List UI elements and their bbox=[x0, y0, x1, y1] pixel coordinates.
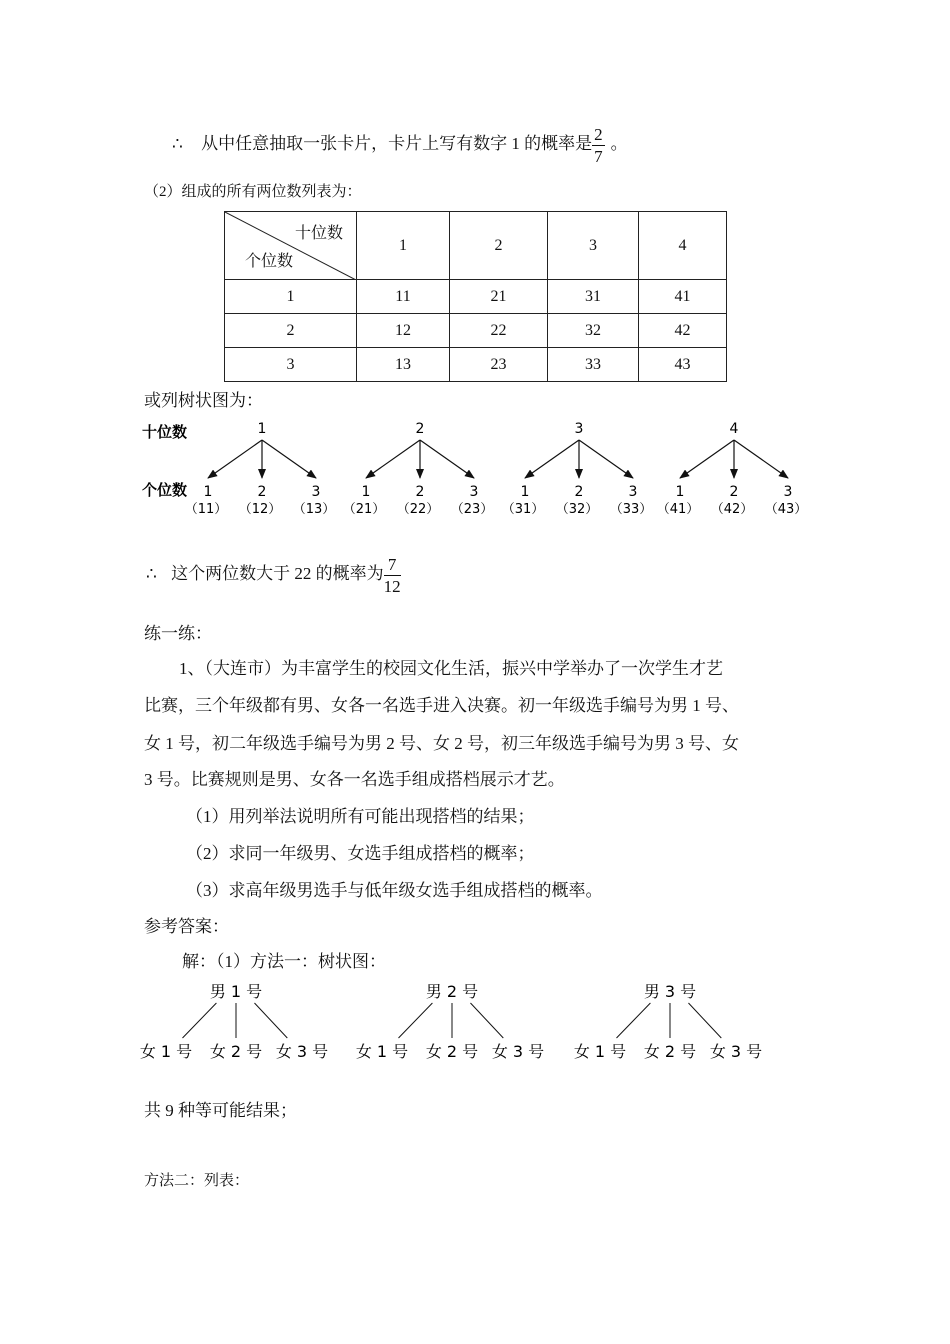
problem-line: 3 号。比赛规则是男、女各一名选手组成搭档展示才艺。 bbox=[144, 770, 565, 789]
table-cell: 12 bbox=[357, 314, 450, 348]
partner-leaf-label: 女 2 号 bbox=[425, 1042, 479, 1061]
tree-result-number: （31） bbox=[501, 502, 545, 517]
tree-leaf-digit: 2 bbox=[729, 484, 739, 500]
tree-intro: 或列树状图为： bbox=[144, 391, 263, 410]
tree-root-digit: 1 bbox=[257, 421, 267, 437]
line-probability-one bbox=[172, 126, 628, 165]
therefore-symbol: ∴ bbox=[172, 134, 183, 154]
table-cell: 23 bbox=[450, 348, 548, 382]
fraction-denominator: 7 bbox=[594, 147, 603, 166]
problem-line: 1、（大连市）为丰富学生的校园文化生活，振兴中学举办了一次学生才艺 bbox=[179, 659, 723, 678]
tree-branch-arrow bbox=[734, 440, 788, 478]
tree-result-number: （43） bbox=[764, 502, 808, 517]
tree-branch-arrow bbox=[208, 440, 262, 478]
fraction-denominator: 12 bbox=[383, 577, 401, 596]
line1-text: 从中任意抽取一张卡片，卡片上写有数字 1 的概率是 bbox=[201, 134, 593, 154]
tree-branch-arrow bbox=[680, 440, 734, 478]
header-units: 个位数 bbox=[245, 253, 294, 270]
tree-leaf-digit: 3 bbox=[469, 484, 479, 500]
tree-result-number: （11） bbox=[184, 502, 228, 517]
tree-result-number: （13） bbox=[292, 502, 336, 517]
header-tens: 十位数 bbox=[295, 225, 344, 242]
line-probability-greater-22 bbox=[146, 556, 401, 595]
partner-leaf-label: 女 1 号 bbox=[139, 1042, 193, 1061]
table-row bbox=[225, 314, 727, 348]
partner-branch-line bbox=[183, 1003, 217, 1038]
tree-result-number: （12） bbox=[238, 502, 282, 517]
partner-leaf-label: 女 2 号 bbox=[643, 1042, 697, 1061]
tree-result-number: （32） bbox=[555, 502, 599, 517]
tree-leaf-digit: 3 bbox=[783, 484, 793, 500]
row-label: 3 bbox=[225, 348, 357, 382]
table-cell: 41 bbox=[639, 280, 727, 314]
line1-period: 。 bbox=[610, 134, 628, 154]
prob-text: 这个两位数大于 22 的概率为 bbox=[171, 564, 384, 584]
column-header: 3 bbox=[548, 212, 639, 280]
total-results-line: 共 9 种等可能结果； bbox=[144, 1101, 297, 1120]
tree-leaf-digit: 1 bbox=[675, 484, 685, 500]
partner-branch-line bbox=[254, 1003, 287, 1038]
table-cell: 31 bbox=[548, 280, 639, 314]
table-cell: 13 bbox=[357, 348, 450, 382]
label-tens: 十位数 bbox=[142, 423, 188, 441]
table-row bbox=[225, 280, 727, 314]
problem-line: 女 1 号，初二年级选手编号为男 2 号、女 2 号，初三年级选手编号为男 3 号、女 bbox=[144, 734, 739, 753]
partner-root-label: 男 1 号 bbox=[209, 982, 263, 1001]
partner-branch-line bbox=[688, 1003, 721, 1038]
tree-root-digit: 3 bbox=[574, 421, 584, 437]
problem-line: 比赛，三个年级都有男、女各一名选手进入决赛。初一年级选手编号为男 1 号、 bbox=[144, 696, 739, 715]
tree-leaf-digit: 2 bbox=[415, 484, 425, 500]
tree-leaf-digit: 1 bbox=[361, 484, 371, 500]
tree-leaf-digit: 3 bbox=[628, 484, 638, 500]
table-cell: 33 bbox=[548, 348, 639, 382]
partner-leaf-label: 女 1 号 bbox=[355, 1042, 409, 1061]
tree-leaf-digit: 2 bbox=[574, 484, 584, 500]
table-header-row bbox=[225, 212, 727, 280]
tree-root-digit: 4 bbox=[729, 421, 739, 437]
tree-result-number: （22） bbox=[396, 502, 440, 517]
partner-branch-line bbox=[617, 1003, 651, 1038]
table-cell: 11 bbox=[357, 280, 450, 314]
column-header: 1 bbox=[357, 212, 450, 280]
part2-heading: （2）组成的所有两位数列表为： bbox=[144, 184, 362, 200]
tree-leaf-digit: 1 bbox=[203, 484, 213, 500]
answer-heading: 参考答案： bbox=[144, 917, 229, 936]
question-3: （3）求高年级男选手与低年级女选手组成搭档的概率。 bbox=[186, 881, 603, 900]
row-label: 1 bbox=[225, 280, 357, 314]
fraction-numerator: 7 bbox=[384, 556, 401, 576]
table-cell: 43 bbox=[639, 348, 727, 382]
tree-result-number: （23） bbox=[450, 502, 494, 517]
fraction-2-7 bbox=[592, 126, 605, 165]
fraction-7-12 bbox=[384, 556, 401, 595]
question-2: （2）求同一年级男、女选手组成搭档的概率； bbox=[186, 844, 535, 863]
question-1: （1）用列举法说明所有可能出现搭档的结果； bbox=[186, 807, 535, 826]
partner-leaf-label: 女 3 号 bbox=[491, 1042, 545, 1061]
tens-units-tree-diagram bbox=[0, 410, 950, 525]
column-header: 2 bbox=[450, 212, 548, 280]
partner-leaf-label: 女 3 号 bbox=[709, 1042, 763, 1061]
therefore-symbol: ∴ bbox=[146, 564, 157, 584]
tree-leaf-digit: 1 bbox=[520, 484, 530, 500]
tree-branch-arrow bbox=[262, 440, 316, 478]
label-units: 个位数 bbox=[142, 481, 188, 499]
two-digit-table bbox=[224, 211, 727, 382]
practice-heading: 练一练： bbox=[144, 624, 212, 643]
tree-branch-arrow bbox=[579, 440, 633, 478]
column-header: 4 bbox=[639, 212, 727, 280]
method2-line: 方法二：列表： bbox=[144, 1173, 250, 1189]
solution-line: 解：（1）方法一：树状图： bbox=[182, 952, 386, 971]
tree-result-number: （42） bbox=[710, 502, 754, 517]
row-label: 2 bbox=[225, 314, 357, 348]
tree-leaf-digit: 3 bbox=[311, 484, 321, 500]
table-cell: 42 bbox=[639, 314, 727, 348]
table-cell: 21 bbox=[450, 280, 548, 314]
partner-leaf-label: 女 1 号 bbox=[573, 1042, 627, 1061]
tree-result-number: （21） bbox=[342, 502, 386, 517]
tree-branch-arrow bbox=[420, 440, 474, 478]
table-cell: 32 bbox=[548, 314, 639, 348]
table-cell: 22 bbox=[450, 314, 548, 348]
partner-root-label: 男 3 号 bbox=[643, 982, 697, 1001]
table-row bbox=[225, 348, 727, 382]
fraction-numerator: 2 bbox=[594, 125, 603, 144]
tree-result-number: （41） bbox=[656, 502, 700, 517]
tree-result-number: （33） bbox=[609, 502, 653, 517]
partner-root-label: 男 2 号 bbox=[425, 982, 479, 1001]
tree-leaf-digit: 2 bbox=[257, 484, 267, 500]
tree-branch-arrow bbox=[366, 440, 420, 478]
partner-tree-diagram bbox=[0, 975, 950, 1070]
partner-leaf-label: 女 3 号 bbox=[275, 1042, 329, 1061]
partner-branch-line bbox=[470, 1003, 503, 1038]
tree-branch-arrow bbox=[525, 440, 579, 478]
partner-branch-line bbox=[399, 1003, 433, 1038]
table-corner-cell bbox=[225, 212, 357, 280]
partner-leaf-label: 女 2 号 bbox=[209, 1042, 263, 1061]
tree-root-digit: 2 bbox=[415, 421, 425, 437]
